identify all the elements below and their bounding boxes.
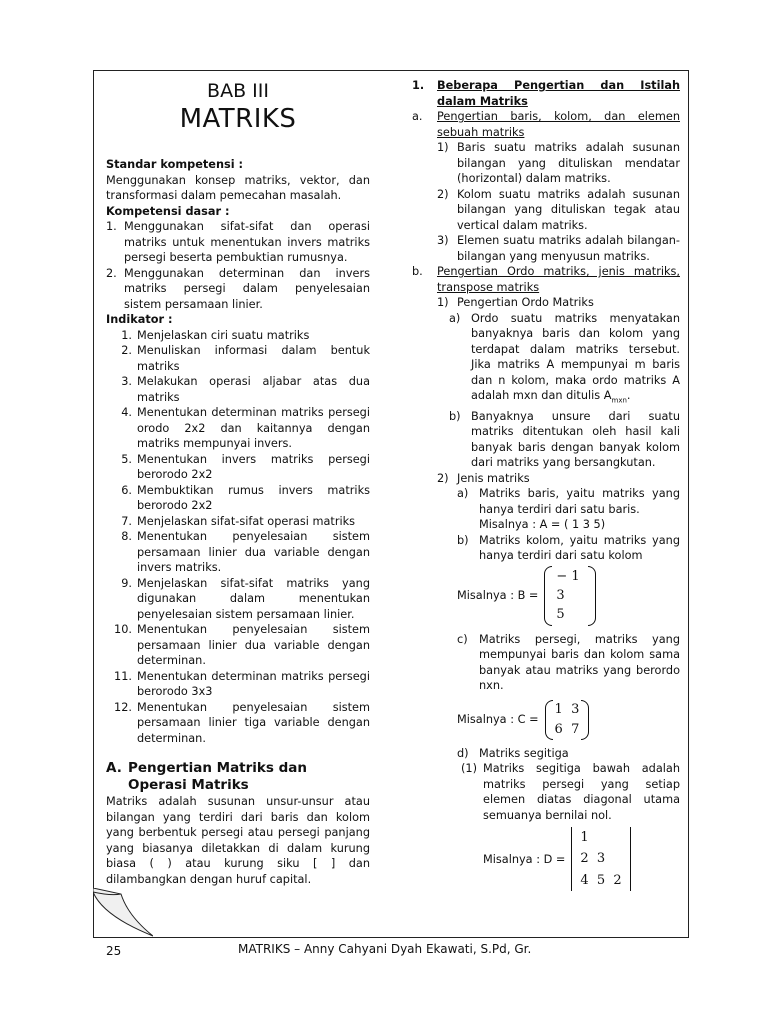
list-item: d) Matriks segitiga: [457, 746, 569, 760]
list-item: 9. Menjelaskan sifat-sifat matriks yang digunakan dalam menentukan penyelesaian sistem persamaan linier.: [121, 576, 370, 621]
heading-1: 1. Beberapa Pengertian dan Istilah dalam Matriks: [412, 79, 680, 108]
list-item: c) Matriks persegi, matriks yang mempunyai baris dan kolom sama banyak atau matriks yang berordo nxn.: [457, 632, 680, 693]
list-item: 1) Baris suatu matriks adalah susunan bilangan yang dituliskan mendatar (horizontal) dalam matriks.: [437, 141, 680, 185]
list-item: 8. Menentukan penyelesaian sistem persamaan linier dua variable dengan invers matriks.: [121, 530, 370, 574]
indikator-label: Indikator :: [106, 313, 173, 326]
list-item: 2) Kolom suatu matriks adalah susunan bilangan yang dituliskan tegak atau vertical dalam matriks.: [437, 187, 680, 232]
list-item: 4. Menentukan determinan matriks persegi orodo 2x2 dan kaitannya dengan matriks mempunyai invers.: [121, 406, 370, 450]
subsection-b-heading: b. Pengertian Ordo matriks, jenis matriks, transpose matriks: [412, 265, 680, 294]
left-column: [106, 78, 370, 887]
example-c: Misalnya : C = 1 3 6 7: [457, 700, 680, 740]
example-b: Misalnya : B = − 1 3 5: [457, 566, 680, 626]
list-item: 3) Elemen suatu matriks adalah bilangan-bilangan yang menyusun matriks.: [437, 234, 680, 263]
subsection-a-heading: a. Pengertian baris, kolom, dan elemen sebuah matriks: [412, 110, 680, 139]
list-item: 6. Membuktikan rumus invers matriks berorodo 2x2: [121, 483, 370, 512]
example-a: Misalnya : A = ( 1 3 5): [479, 518, 606, 532]
list-item: 1. Menjelaskan ciri suatu matriks: [121, 328, 310, 342]
standar-text: Menggunakan konsep matriks, vektor, dan transformasi dalam pemecahan masalah.: [106, 173, 370, 202]
list-item: 11. Menentukan determinan matriks persegi berorodo 3x3: [114, 669, 370, 698]
example-d: Misalnya : D = 1 2 3 4 5 2: [483, 827, 680, 891]
subsection-a-list: [412, 140, 680, 264]
list-item: a) Ordo suatu matriks menyatakan banyaknya baris dan kolom yang terdapat dalam matriks tersebut. Jika matriks A mempunyai m baris dan n kolom, maka ordo matriks A adalah mxn dan ditulis $A_{mxn}$.: [449, 311, 680, 405]
subsection-b-body: [412, 295, 680, 891]
list-item: b) Banyaknya unsure dari suatu matriks ditentukan oleh hasil kali banyak baris dengan banyak kolom dari matriks yang bersangkutan.: [449, 409, 680, 470]
indikator-list: [106, 328, 370, 747]
list-item: 5. Menentukan invers matriks persegi berorodo 2x2: [121, 452, 370, 481]
b1-heading: 1) Pengertian Ordo Matriks: [437, 296, 594, 309]
list-item: 1. Menggunakan sifat-sifat dan operasi matriks untuk menentukan invers matriks persegi beserta pembuktian rumusnya.: [106, 220, 370, 264]
list-item: 12. Menentukan penyelesaian sistem persamaan linier tiga variable dengan determinan.: [114, 700, 370, 745]
list-item: a) Matriks baris, yaitu matriks yang hanya terdiri dari satu baris. Misalnya : A = ( 1 3 5): [457, 487, 680, 532]
matrix-c: 1 3 6 7: [545, 700, 590, 740]
list-item: 7. Menjelaskan sifat-sifat operasi matriks: [121, 514, 356, 528]
section-a-text: Matriks adalah susunan unsur-unsur atau bilangan yang terdiri dari baris dan kolom yang berbentuk persegi atau persegi panjang yang biasanya diletakkan di dalam kurung biasa ( ) atau kurung siku [ ] dan dilambangkan dengan huruf capital.: [106, 795, 370, 886]
page-curl-decoration: [93, 888, 153, 938]
footer-title: MATRIKS – Anny Cahyani Dyah Ekawati, S.Pd, Gr.: [238, 942, 532, 956]
b2-heading: 2) Jenis matriks: [437, 471, 530, 485]
matrix-d: 1 2 3 4 5 2: [571, 827, 630, 891]
standar-label: Standar kompetensi :: [106, 158, 244, 171]
list-item: 10. Menentukan penyelesaian sistem persamaan linier dua variable dengan determinan.: [114, 623, 370, 667]
matrix-b: − 1 3 5: [544, 566, 595, 626]
page-number: 25: [106, 944, 122, 958]
list-item: 3. Melakukan operasi aljabar atas dua matriks: [121, 375, 370, 404]
section-a-heading: A. Pengertian Matriks dan Operasi Matriks: [106, 760, 308, 793]
list-item: b) Matriks kolom, yaitu matriks yang hanya terdiri dari satu kolom: [457, 533, 680, 563]
right-column: [412, 78, 680, 891]
chapter-title: MATRIKS: [179, 104, 297, 134]
kd-list: [106, 219, 370, 312]
list-item: 2. Menuliskan informasi dalam bentuk matriks: [121, 344, 370, 373]
kd-label: Kompetensi dasar :: [106, 204, 230, 218]
chapter-label: BAB III: [207, 80, 269, 102]
list-item: 2. Menggunakan determinan dan invers matriks persegi dalam penyelesaian sistem persamaan linier.: [106, 266, 370, 311]
list-item: (1) Matriks segitiga bawah adalah matriks persegi yang setiap elemen diatas diagonal utama semuanya bernilai nol.: [461, 762, 680, 822]
